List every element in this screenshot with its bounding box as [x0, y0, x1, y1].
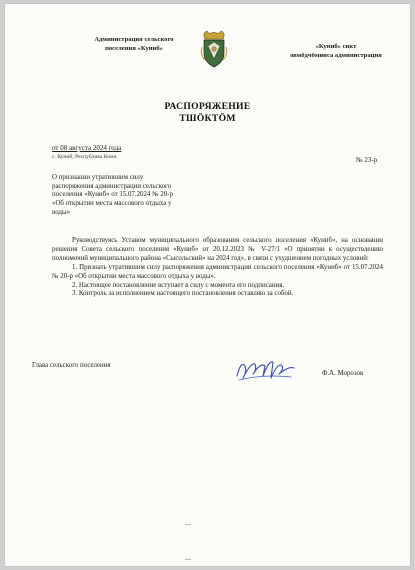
coat-of-arms-icon — [199, 29, 229, 69]
scan-mark — [185, 559, 191, 560]
scan-mark — [185, 524, 191, 525]
document-date: от 08 августа 2024 года — [52, 144, 122, 152]
header-right-line1: «Куниб» сикт — [315, 43, 357, 50]
document-title-komi: ТШӦКТӦМ — [179, 113, 236, 124]
document-number: № 23-р — [356, 156, 378, 164]
header-left — [79, 35, 189, 53]
header-left-line2: поселения «Куниб» — [105, 45, 163, 52]
body-item-1: 1. Признать утратившим силу распоряжения администрации сельского поселения «Куниб» от 15.07.2024 № 20-р «Об открытии места массового отдыха у воды». — [52, 263, 383, 280]
handwritten-signature-icon — [233, 356, 297, 382]
document-title: РАСПОРЯЖЕНИЕ — [164, 101, 251, 112]
signer-name: Ф.А. Морозов — [322, 370, 364, 377]
header-left-line1: Администрация сельского — [94, 36, 174, 43]
document-place: с. Куниб, Республика Коми — [52, 154, 117, 160]
signer-position: Глава сельского поселения — [32, 362, 111, 369]
header-right — [277, 42, 395, 60]
body-item-2: 2. Настоящее постановление вступает в силу с момента его подписания. — [72, 281, 285, 289]
body-item-3: 3. Контроль за исполнением настоящего постановления оставляю за собой. — [72, 290, 294, 298]
document-page — [5, 4, 410, 566]
document-body — [52, 237, 383, 299]
document-subject: О признании утратившим силу распоряжения администрации сельского поселения «Куниб» от 15.07.2024 № 20-р «Об открытии места массового отдыха у воды» — [52, 174, 174, 216]
header-right-line2: овмӧдчӧминса администрация — [290, 52, 382, 59]
body-paragraph: Руководствуясь Уставом муниципального образования сельского поселения «Куниб», на основании решения Совета сельского поселения «Куниб» от 20.12.2023 № V-27/1 «О принятии к осуществлению полномочий муниципального района «Сысольский» на 2024 год», в связи с ухудшением погодных условий: — [52, 237, 383, 262]
